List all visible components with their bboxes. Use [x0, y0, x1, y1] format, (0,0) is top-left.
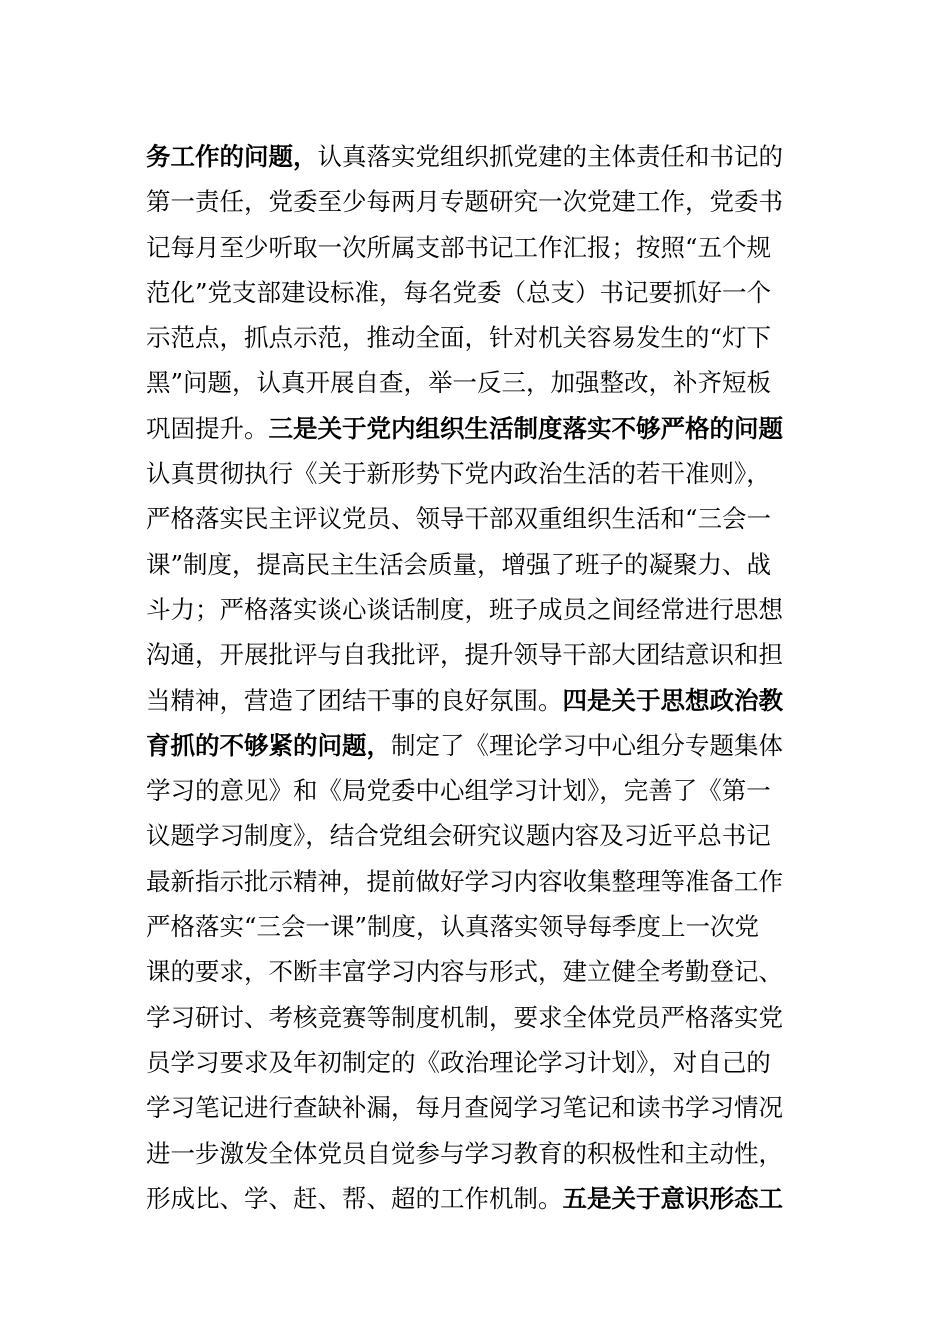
- text-line: [146, 270, 816, 315]
- body-text-segment: 第一责任，党委至少每两月专题研究一次党建工作，党委书: [146, 187, 783, 217]
- body-text-segment: 沟通，开展批评与自我批评，提升领导干部大团结意识和担: [146, 640, 783, 670]
- text-line: [146, 542, 816, 587]
- body-text-segment: 斗力；严格落实谈心谈话制度，班子成员之间经常进行思想: [146, 594, 783, 624]
- text-line: [146, 360, 816, 405]
- body-text-segment: 进一步激发全体党员自觉参与学习教育的积极性和主动性，: [146, 1138, 783, 1168]
- body-text-segment: 员学习要求及年初制定的《政治理论学习计划》，对自己的: [146, 1047, 771, 1077]
- text-line: [146, 1040, 816, 1085]
- text-line: [146, 587, 816, 632]
- bold-heading-text: 务工作的问题，: [146, 142, 318, 171]
- bold-heading-text: 五是关于意识形态工: [562, 1183, 783, 1213]
- bold-heading-text: 育抓的不够紧的问题，: [146, 730, 391, 760]
- body-text-segment: 范化”党支部建设标准，每名党委（总支）书记要抓好一个: [146, 277, 772, 307]
- bold-heading-text: 四是关于思想政治教: [562, 685, 783, 715]
- body-text-segment: 认真贯彻执行《关于新形势下党内政治生活的若干准则》，: [146, 459, 771, 489]
- text-line: [146, 496, 816, 541]
- body-text-segment: 最新指示批示精神，提前做好学习内容收集整理等准备工作: [146, 866, 783, 896]
- text-line: [146, 406, 816, 451]
- body-text-segment: 当精神，营造了团结干事的良好氛围。: [146, 685, 563, 715]
- body-text-segment: 严格落实民主评议党员、领导干部双重组织生活和“三会一: [146, 504, 772, 534]
- text-line: [146, 134, 816, 179]
- body-text: [146, 134, 816, 1221]
- body-text-segment: 制定了《理论学习中心组分专题集体: [391, 730, 783, 760]
- text-line: [146, 813, 816, 858]
- bold-heading-text: 三是关于党内组织生活制度落实不够严格的问题: [268, 413, 783, 443]
- body-text-segment: 课的要求，不断丰富学习内容与形式，建立健全考勤登记、: [146, 957, 783, 987]
- text-line: [146, 225, 816, 270]
- body-text-segment: 学习笔记进行查缺补漏，每月查阅学习笔记和读书学习情况: [146, 1093, 783, 1123]
- body-text-segment: 学习的意见》和《局党委中心组学习计划》，完善了《第一: [146, 776, 771, 806]
- text-line: [146, 1085, 816, 1130]
- text-line: [146, 949, 816, 994]
- body-text-segment: 形成比、学、赶、帮、超的工作机制。: [146, 1183, 563, 1213]
- text-line: [146, 451, 816, 496]
- body-text-segment: 议题学习制度》，结合党组会研究议题内容及习近平总书记: [146, 821, 771, 851]
- body-text-segment: 示范点，抓点示范，推动全面，针对机关容易发生的“灯下: [146, 323, 772, 353]
- text-line: [146, 723, 816, 768]
- body-text-segment: 黑”问题，认真开展自查，举一反三，加强整改，补齐短板: [146, 368, 772, 398]
- text-line: [146, 179, 816, 224]
- text-line: [146, 904, 816, 949]
- text-line: [146, 632, 816, 677]
- text-line: [146, 315, 816, 360]
- text-line: [146, 678, 816, 723]
- text-line: [146, 1176, 816, 1221]
- body-text-segment: 记每月至少听取一次所属支部书记工作汇报；按照“五个规: [146, 232, 772, 262]
- body-text-segment: 认真落实党组织抓党建的主体责任和书记的: [317, 142, 783, 171]
- body-text-segment: 课”制度，提高民主生活会质量，增强了班子的凝聚力、战: [146, 549, 772, 579]
- body-text-segment: 严格落实“三会一课”制度，认真落实领导每季度上一次党: [146, 912, 760, 942]
- body-text-segment: 巩固提升。: [146, 413, 269, 443]
- body-text-segment: 学习研讨、考核竞赛等制度机制，要求全体党员严格落实党: [146, 1002, 783, 1032]
- text-line: [146, 995, 816, 1040]
- text-line: [146, 859, 816, 904]
- text-line: [146, 1131, 816, 1176]
- text-line: [146, 768, 816, 813]
